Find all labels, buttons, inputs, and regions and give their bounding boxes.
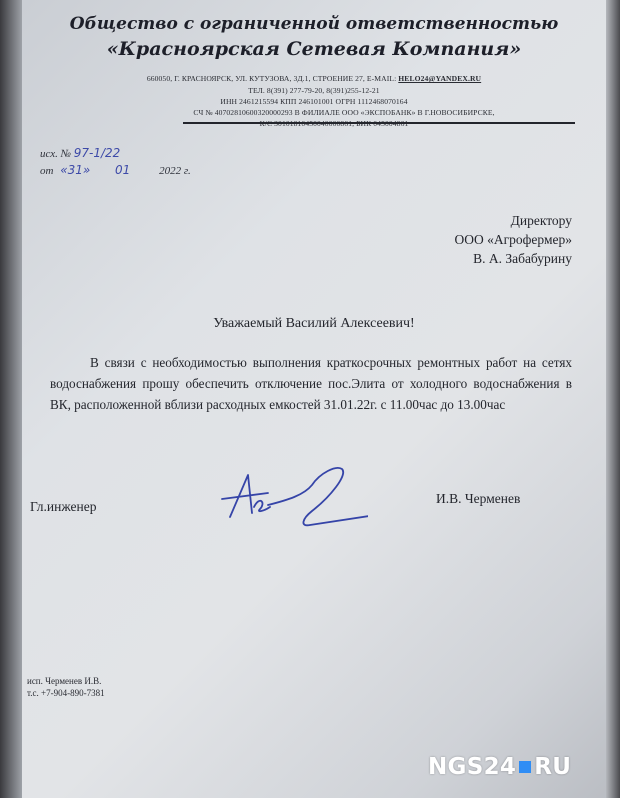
signatory-name: И.В. Черменев [436,491,521,506]
reference-date-year: 2022 г. [159,165,191,177]
reference-date [40,163,191,177]
signatory-position: Гл.инженер [30,499,97,514]
footer-phone: т.с. +7-904-890-7381 [27,688,105,698]
reference-number [40,146,120,160]
addressee-name: В. А. Забабурину [473,251,572,266]
letterhead-divider [183,122,575,124]
reference-date-label: от [40,165,54,177]
letterhead-bank-account: СЧ № 40702810600320000293 В ФИЛИАЛЕ ООО «ЭКСПОБАНК» В Г.НОВОСИБИРСКЕ, [193,108,495,117]
handwritten-signature [208,455,368,535]
letter-body-paragraph: В связи с необходимостью выполнения краткосрочных ремонтных работ на сетях водоснабжения прошу обеспечить отключение пос.Элита от холодного водоснабжения в ВК, расположенной вблизи расходных емкостей 31.01.22г. с 11.00час до 13.00час [50,355,572,412]
reference-date-day: «31» [60,163,91,177]
letterhead-company-name: «Красноярская Сетевая Компания» [106,38,522,60]
letterhead-ids: ИНН 2461215594 КПП 246101001 ОГРН 1112468070164 [220,97,408,106]
watermark-text-right: RU [534,754,572,780]
letterhead-phones: ТЕЛ. 8(391) 277-79-20, 8(391)255-12-21 [248,86,380,95]
addressee-company: ООО «Агрофермер» [454,232,572,247]
reference-number-value: 97-1/22 [73,146,121,160]
addressee-title: Директору [510,213,572,228]
letterhead-email: HELO24@YANDEX.RU [398,74,482,83]
footer-executor: исп. Черменев И.В. [27,676,102,686]
greeting: Уважаемый Василий Алексеевич! [213,316,415,331]
reference-date-month: 01 [115,163,131,177]
letterhead-title: Общество с ограниченной ответственностью [69,14,559,34]
reference-number-label: исх. № [40,148,71,160]
letter-page [18,0,610,798]
watermark-dot [519,761,531,773]
watermark-logo [428,754,571,780]
letter-body [50,352,572,415]
letterhead-address-line [18,74,610,83]
letterhead-address: 660050, Г. КРАСНОЯРСК, УЛ. КУТУЗОВА, 3Д.1, СТРОЕНИЕ 27, E-MAIL: [146,74,397,83]
watermark-text-left: NGS24 [428,754,517,780]
